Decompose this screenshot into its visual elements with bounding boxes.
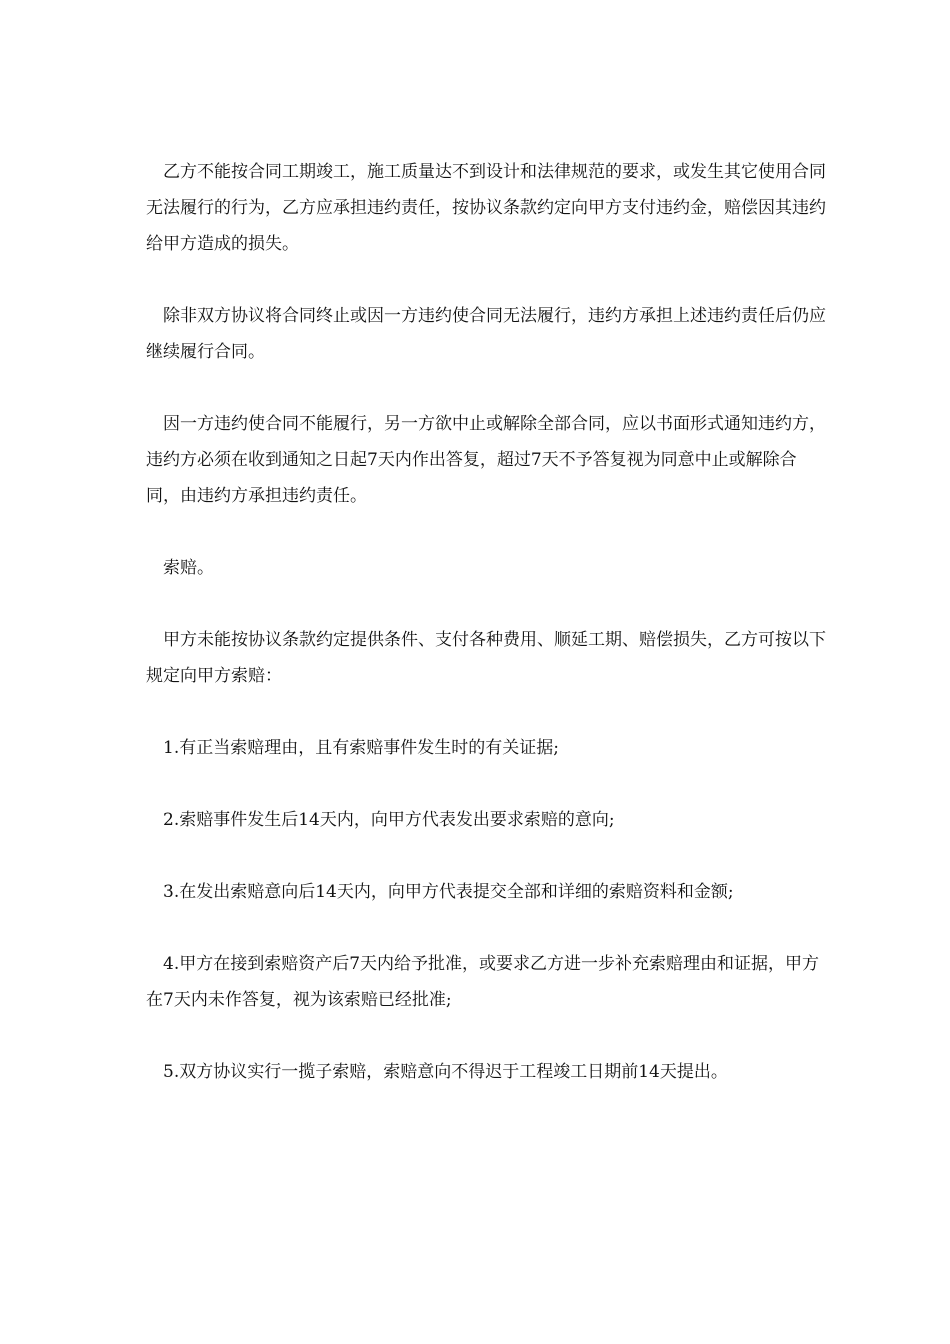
paragraph-breach-contractor: 乙方不能按合同工期竣工，施工质量达不到设计和法律规范的要求，或发生其它使用合同无法履行的行为，乙方应承担违约责任，按协议条款约定向甲方支付违约金，赔偿因其违约给甲方造成的损失。 [146,162,826,254]
document-body [146,154,826,1126]
paragraph-termination-notice: 因一方违约使合同不能履行，另一方欲中止或解除全部合同，应以书面形式通知违约方，违约方必须在收到通知之日起7天内作出答复，超过7天不予答复视为同意中止或解除合同，由违约方承担违约责任。 [146,414,826,506]
paragraph-continue-performance: 除非双方协议将合同终止或因一方违约使合同无法履行，违约方承担上述违约责任后仍应继续履行合同。 [146,306,826,362]
list-item-claim-1: 1.有正当索赔理由，且有索赔事件发生时的有关证据; [163,738,559,758]
list-item-claim-4: 4.甲方在接到索赔资产后7天内给予批准，或要求乙方进一步补充索赔理由和证据，甲方在7天内未作答复，视为该索赔已经批准; [146,954,820,1010]
list-item-claim-3: 3.在发出索赔意向后14天内，向甲方代表提交全部和详细的索赔资料和金额; [163,882,734,902]
paragraph-claims-intro: 甲方未能按协议条款约定提供条件、支付各种费用、顺延工期、赔偿损失，乙方可按以下规定向甲方索赔： [146,630,826,686]
list-item-claim-5: 5.双方协议实行一揽子索赔，索赔意向不得迟于工程竣工日期前14天提出。 [163,1062,728,1082]
list-item-claim-2: 2.索赔事件发生后14天内，向甲方代表发出要求索赔的意向; [163,810,615,830]
paragraph-claims-heading: 索赔。 [163,558,214,578]
